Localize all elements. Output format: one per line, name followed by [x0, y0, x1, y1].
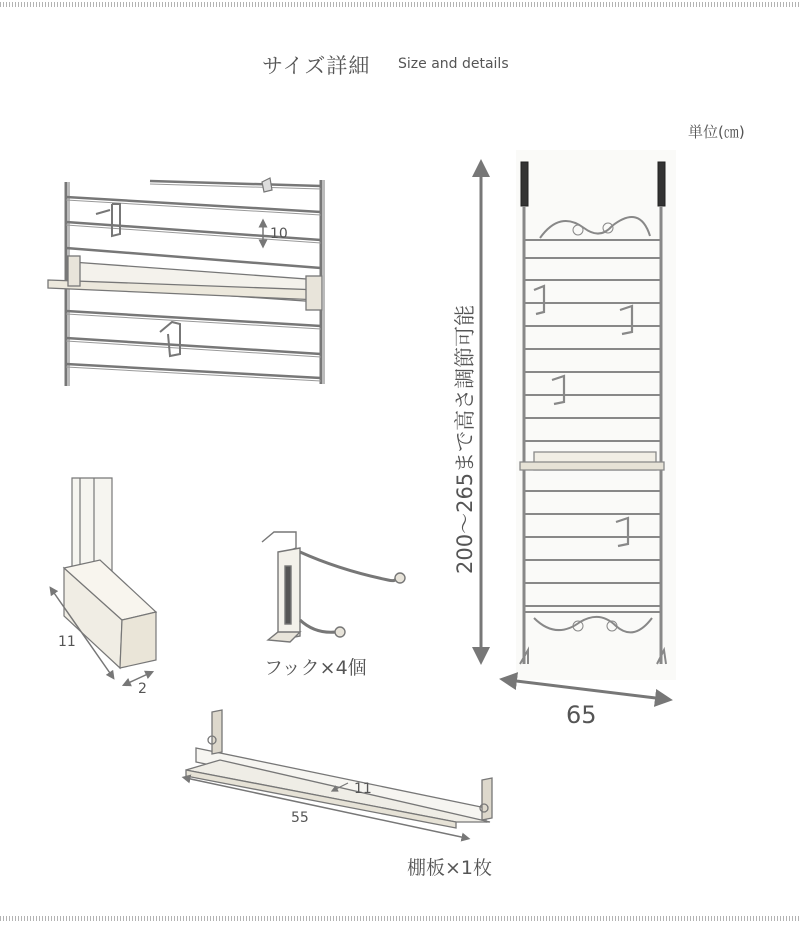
rail-foot-illustration	[64, 478, 156, 668]
hook-caption: フック×4個	[264, 657, 367, 679]
page-subtitle: Size and details	[398, 56, 509, 72]
main-rack-backdrop	[516, 150, 676, 680]
shelf-caption: 棚板×1枚	[407, 857, 493, 879]
rack-width-dimension	[508, 680, 664, 699]
shelf-depth-label: 11	[354, 781, 372, 797]
shelf-spacing-label: 10	[270, 226, 288, 242]
rail-depth-label: 11	[58, 634, 76, 650]
rack-height-label: 200〜265まで高さ調節可能	[453, 304, 477, 574]
rail-thickness-label: 2	[138, 681, 147, 697]
unit-label: 単位(㎝)	[688, 123, 745, 141]
shelf-width-label: 55	[291, 810, 309, 826]
rack-detail-illustration	[48, 178, 324, 386]
page-title: サイズ詳細	[262, 54, 371, 78]
rack-width-label: 65	[566, 701, 597, 729]
hook-illustration	[262, 532, 405, 642]
